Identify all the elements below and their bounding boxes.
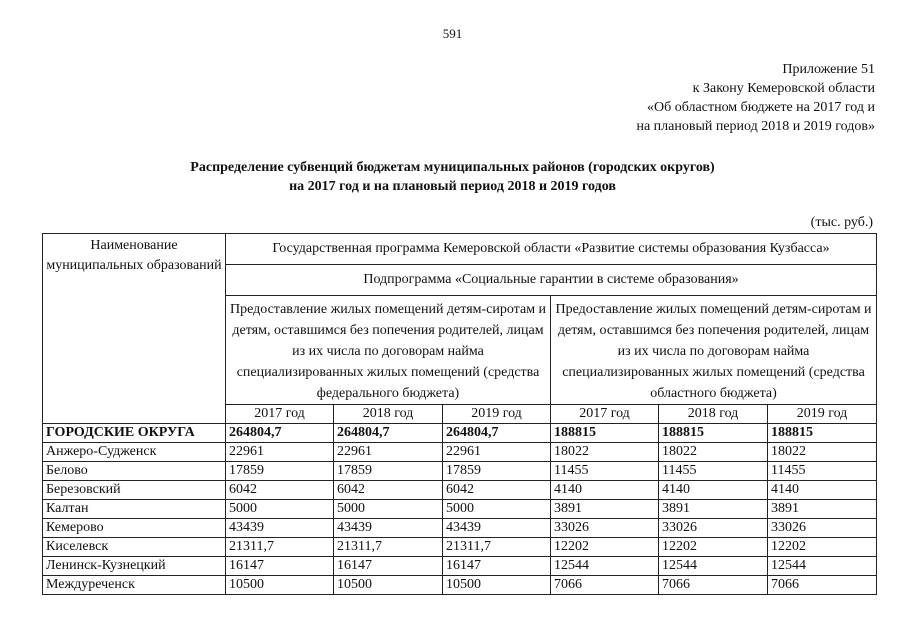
value-cell: 12544 bbox=[768, 557, 877, 576]
year-header: 2017 год bbox=[551, 405, 659, 424]
municipality-name-cell: Кемерово bbox=[43, 519, 226, 538]
value-cell: 6042 bbox=[443, 481, 551, 500]
year-header: 2018 год bbox=[334, 405, 443, 424]
value-cell: 5000 bbox=[226, 500, 334, 519]
program-header: Государственная программа Кемеровской области «Развитие системы образования Кузбасса» bbox=[226, 234, 877, 265]
table-row bbox=[43, 576, 877, 595]
total-value-cell: 264804,7 bbox=[443, 424, 551, 443]
value-cell: 16147 bbox=[226, 557, 334, 576]
table-row bbox=[43, 462, 877, 481]
appendix-line: «Об областном бюджете на 2017 год и bbox=[647, 100, 875, 115]
value-cell: 16147 bbox=[334, 557, 443, 576]
total-row bbox=[43, 424, 877, 443]
municipality-name-cell: Ленинск-Кузнецкий bbox=[43, 557, 226, 576]
year-header: 2018 год bbox=[659, 405, 768, 424]
page-number: 591 bbox=[442, 26, 463, 41]
municipality-name-cell: Березовский bbox=[43, 481, 226, 500]
table-row bbox=[43, 481, 877, 500]
total-value-cell: 188815 bbox=[551, 424, 659, 443]
value-cell: 5000 bbox=[443, 500, 551, 519]
value-cell: 7066 bbox=[551, 576, 659, 595]
table-row bbox=[43, 500, 877, 519]
value-cell: 11455 bbox=[551, 462, 659, 481]
header-row-program bbox=[43, 234, 877, 265]
value-cell: 10500 bbox=[226, 576, 334, 595]
year-header: 2019 год bbox=[768, 405, 877, 424]
total-value-cell: 188815 bbox=[768, 424, 877, 443]
value-cell: 33026 bbox=[768, 519, 877, 538]
value-cell: 17859 bbox=[443, 462, 551, 481]
total-value-cell: 264804,7 bbox=[226, 424, 334, 443]
value-cell: 43439 bbox=[443, 519, 551, 538]
municipality-name-cell: Киселевск bbox=[43, 538, 226, 557]
value-cell: 7066 bbox=[768, 576, 877, 595]
value-cell: 12544 bbox=[659, 557, 768, 576]
municipality-header: Наименование муниципальных образований bbox=[43, 234, 226, 424]
table-row bbox=[43, 519, 877, 538]
appendix-line: к Закону Кемеровской области bbox=[692, 81, 875, 96]
value-cell: 16147 bbox=[443, 557, 551, 576]
title-line: на 2017 год и на плановый период 2018 и 2019 годов bbox=[289, 179, 616, 194]
value-cell: 43439 bbox=[334, 519, 443, 538]
value-cell: 21311,7 bbox=[226, 538, 334, 557]
value-cell: 12544 bbox=[551, 557, 659, 576]
value-cell: 11455 bbox=[768, 462, 877, 481]
value-cell: 33026 bbox=[659, 519, 768, 538]
appendix-line: Приложение 51 bbox=[782, 62, 875, 77]
table-row bbox=[43, 538, 877, 557]
value-cell: 43439 bbox=[226, 519, 334, 538]
value-cell: 12202 bbox=[551, 538, 659, 557]
year-header: 2019 год bbox=[443, 405, 551, 424]
municipality-name-cell: Междуреченск bbox=[43, 576, 226, 595]
value-cell: 6042 bbox=[334, 481, 443, 500]
value-cell: 4140 bbox=[551, 481, 659, 500]
value-cell: 17859 bbox=[226, 462, 334, 481]
municipality-name-cell: Калтан bbox=[43, 500, 226, 519]
value-cell: 18022 bbox=[659, 443, 768, 462]
value-cell: 3891 bbox=[659, 500, 768, 519]
total-value-cell: 264804,7 bbox=[334, 424, 443, 443]
appendix-header bbox=[636, 60, 875, 136]
value-cell: 22961 bbox=[443, 443, 551, 462]
subprogram-header: Подпрограмма «Социальные гарантии в системе образования» bbox=[226, 265, 877, 296]
subsidies-table bbox=[42, 233, 877, 595]
year-header: 2017 год bbox=[226, 405, 334, 424]
municipality-name-cell: Анжеро-Судженск bbox=[43, 443, 226, 462]
document-title bbox=[0, 158, 905, 196]
value-cell: 7066 bbox=[659, 576, 768, 595]
appendix-line: на плановый период 2018 и 2019 годов» bbox=[636, 119, 875, 134]
value-cell: 3891 bbox=[768, 500, 877, 519]
value-cell: 5000 bbox=[334, 500, 443, 519]
value-cell: 4140 bbox=[659, 481, 768, 500]
table-row bbox=[43, 557, 877, 576]
municipality-name-cell: Белово bbox=[43, 462, 226, 481]
title-line: Распределение субвенций бюджетам муниципальных районов (городских округов) bbox=[190, 160, 715, 175]
value-cell: 6042 bbox=[226, 481, 334, 500]
value-cell: 10500 bbox=[443, 576, 551, 595]
value-cell: 11455 bbox=[659, 462, 768, 481]
value-cell: 18022 bbox=[551, 443, 659, 462]
units-label: (тыс. руб.) bbox=[810, 215, 873, 230]
total-value-cell: 188815 bbox=[659, 424, 768, 443]
value-cell: 4140 bbox=[768, 481, 877, 500]
value-cell: 12202 bbox=[659, 538, 768, 557]
value-cell: 3891 bbox=[551, 500, 659, 519]
total-name-cell: ГОРОДСКИЕ ОКРУГА bbox=[43, 424, 226, 443]
value-cell: 18022 bbox=[768, 443, 877, 462]
value-cell: 22961 bbox=[226, 443, 334, 462]
federal-budget-header: Предоставление жилых помещений детям-сиротам и детям, оставшимся без попечения родителей, лицам из их числа по договорам найма специализированных жилых помещений (средства федерального бюджета) bbox=[226, 296, 551, 405]
table-row bbox=[43, 443, 877, 462]
value-cell: 12202 bbox=[768, 538, 877, 557]
value-cell: 22961 bbox=[334, 443, 443, 462]
value-cell: 21311,7 bbox=[334, 538, 443, 557]
value-cell: 33026 bbox=[551, 519, 659, 538]
value-cell: 17859 bbox=[334, 462, 443, 481]
value-cell: 21311,7 bbox=[443, 538, 551, 557]
regional-budget-header: Предоставление жилых помещений детям-сиротам и детям, оставшимся без попечения родителей, лицам из их числа по договорам найма специализированных жилых помещений (средства областного бюджета) bbox=[551, 296, 877, 405]
value-cell: 10500 bbox=[334, 576, 443, 595]
